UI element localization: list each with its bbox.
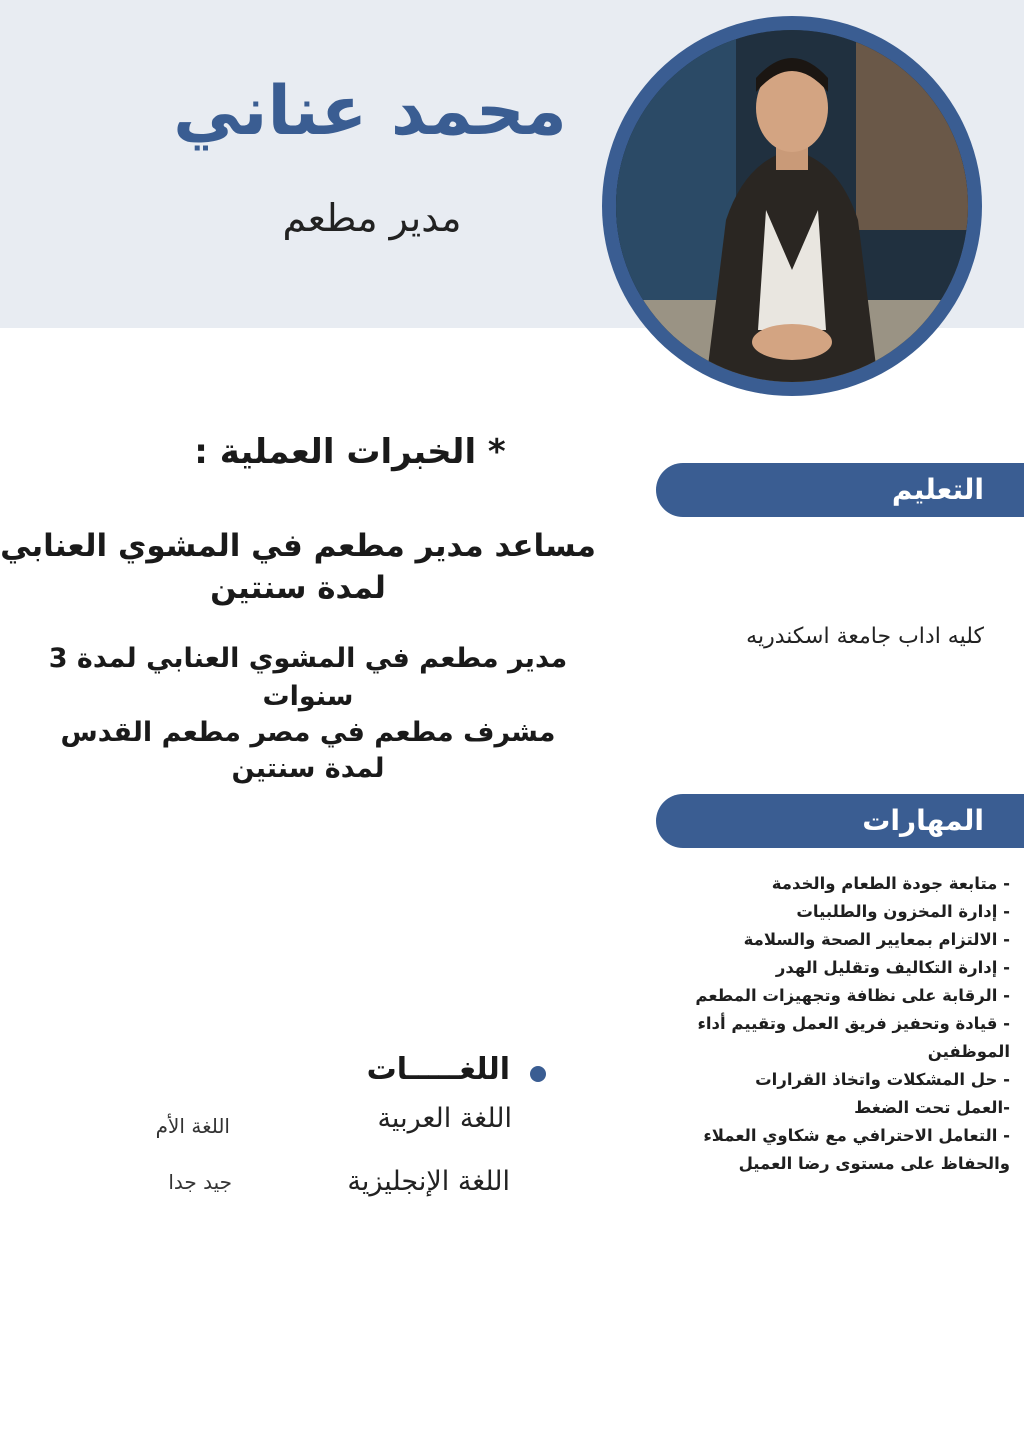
skills-heading: المهارات (656, 794, 1024, 848)
skill-item: - إدارة المخزون والطلبيات (796, 902, 1010, 921)
experience-item: مساعد مدير مطعم في المشوي العنابي لمدة سنتين (0, 528, 596, 606)
job-title: مدير مطعم (282, 196, 462, 240)
language-level: اللغة الأم (155, 1114, 230, 1138)
education-heading: التعليم (656, 463, 1024, 517)
education-entry: كليه اداب جامعة اسكندريه (746, 624, 984, 649)
languages-bullet-icon (530, 1066, 546, 1082)
experience-heading: * الخبرات العملية : (194, 432, 506, 472)
skill-item: -العمل تحت الضغط (854, 1098, 1010, 1117)
skill-item: - الرقابة على نظافة وتجهيزات المطعم (695, 986, 1010, 1005)
languages-heading: اللغـــــات (366, 1052, 510, 1087)
skill-item: - متابعة جودة الطعام والخدمة (771, 874, 1010, 893)
candidate-name: محمد عناني (173, 72, 567, 151)
skill-item: - الالتزام بمعايير الصحة والسلامة (743, 930, 1010, 949)
profile-photo-illustration (616, 30, 968, 382)
experience-item: مشرف مطعم في مصر مطعم القدس لمدة سنتين (60, 717, 556, 784)
language-level: جيد جدا (168, 1170, 232, 1194)
language-name: اللغة الإنجليزية (347, 1166, 510, 1197)
skill-item: - حل المشكلات واتخاذ القرارات (755, 1070, 1010, 1089)
profile-photo (616, 30, 968, 382)
experience-item: مدير مطعم في المشوي العنابي لمدة 3 سنوات (48, 643, 568, 712)
skill-item: - التعامل الاحترافي مع شكاوي العملاء والحفاظ على مستوى رضا العميل (703, 1126, 1010, 1173)
skill-item: - إدارة التكاليف وتقليل الهدر (775, 958, 1010, 977)
skills-list (672, 870, 1010, 1178)
language-name: اللغة العربية (377, 1103, 512, 1134)
skill-item: - قيادة وتحفيز فريق العمل وتقييم أداء الموظفين (697, 1014, 1010, 1061)
